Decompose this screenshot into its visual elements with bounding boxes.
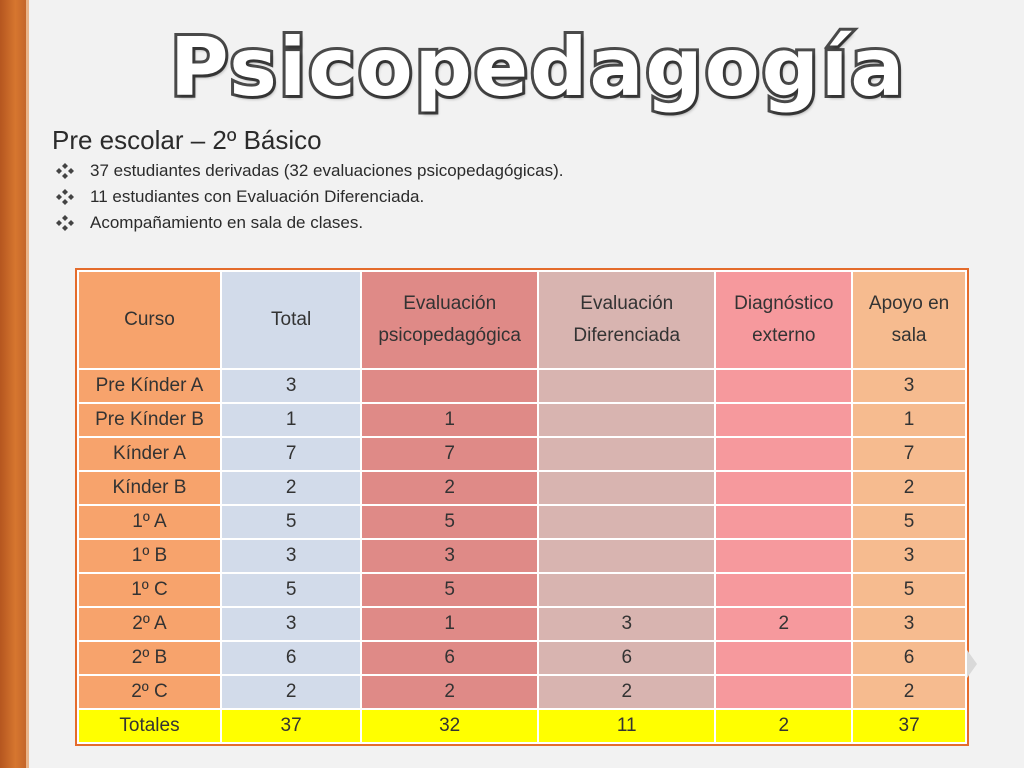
- cell-diag: 2: [715, 607, 852, 641]
- table-row: [78, 369, 966, 403]
- cell-eval: 7: [361, 437, 538, 471]
- cell-curso: 2º B: [78, 641, 221, 675]
- next-arrow-decoration: [967, 650, 977, 678]
- totals-apoyo: 37: [852, 709, 966, 743]
- cell-total: 2: [221, 471, 361, 505]
- slide-subtitle: Pre escolar – 2º Básico: [52, 125, 322, 155]
- bullet-item: [52, 210, 563, 236]
- header-diagnostico-externo: Diagnóstico externo: [715, 271, 852, 369]
- cell-eval: 5: [361, 505, 538, 539]
- bullet-text: 37 estudiantes derivadas (32 evaluaciones psicopedagógicas).: [90, 161, 564, 180]
- cell-dif: 3: [538, 607, 715, 641]
- cell-apoyo: 5: [852, 573, 966, 607]
- cell-total: 7: [221, 437, 361, 471]
- cell-eval: 6: [361, 641, 538, 675]
- cell-total: 3: [221, 369, 361, 403]
- cell-dif: 6: [538, 641, 715, 675]
- data-table: [77, 270, 967, 744]
- table-row: [78, 505, 966, 539]
- cell-apoyo: 2: [852, 471, 966, 505]
- diamond-bullet-icon: [52, 163, 78, 179]
- cell-dif: [538, 437, 715, 471]
- header-curso: Curso: [78, 271, 221, 369]
- header-apoyo-en-sala: Apoyo en sala: [852, 271, 966, 369]
- cell-diag: [715, 675, 852, 709]
- cell-diag: [715, 641, 852, 675]
- cell-eval: 3: [361, 539, 538, 573]
- cell-eval: 1: [361, 607, 538, 641]
- totals-dif: 11: [538, 709, 715, 743]
- cell-curso: Pre Kínder B: [78, 403, 221, 437]
- cell-diag: [715, 403, 852, 437]
- cell-apoyo: 3: [852, 369, 966, 403]
- bullet-item: [52, 184, 563, 210]
- totals-total: 37: [221, 709, 361, 743]
- diamond-bullet-icon: [52, 215, 78, 231]
- cell-total: 3: [221, 607, 361, 641]
- cell-curso: Kínder B: [78, 471, 221, 505]
- slide-title: Psicopedagogía: [170, 21, 907, 114]
- cell-dif: [538, 369, 715, 403]
- totals-label: Totales: [78, 709, 221, 743]
- cell-eval: 2: [361, 471, 538, 505]
- cell-dif: 2: [538, 675, 715, 709]
- cell-diag: [715, 437, 852, 471]
- cell-dif: [538, 539, 715, 573]
- cell-diag: [715, 471, 852, 505]
- left-accent-bar: [0, 0, 26, 768]
- cell-diag: [715, 539, 852, 573]
- cell-curso: Kínder A: [78, 437, 221, 471]
- cell-curso: Pre Kínder A: [78, 369, 221, 403]
- cell-total: 5: [221, 573, 361, 607]
- table-row: [78, 641, 966, 675]
- bullet-list: [52, 158, 563, 236]
- cell-apoyo: 2: [852, 675, 966, 709]
- cell-apoyo: 3: [852, 539, 966, 573]
- table-header-row: [78, 271, 966, 369]
- cell-diag: [715, 505, 852, 539]
- cell-total: 5: [221, 505, 361, 539]
- cell-total: 2: [221, 675, 361, 709]
- cell-dif: [538, 403, 715, 437]
- cell-total: 3: [221, 539, 361, 573]
- bullet-text: 11 estudiantes con Evaluación Diferenciada.: [90, 187, 425, 206]
- cell-apoyo: 5: [852, 505, 966, 539]
- table-row: [78, 607, 966, 641]
- left-accent-edge: [26, 0, 29, 768]
- table-row: [78, 471, 966, 505]
- cell-apoyo: 1: [852, 403, 966, 437]
- diamond-bullet-icon: [52, 189, 78, 205]
- cell-dif: [538, 471, 715, 505]
- table-row: [78, 403, 966, 437]
- cell-diag: [715, 573, 852, 607]
- cell-total: 1: [221, 403, 361, 437]
- cell-apoyo: 7: [852, 437, 966, 471]
- header-evaluacion-diferenciada: Evaluación Diferenciada: [538, 271, 715, 369]
- table-row: [78, 539, 966, 573]
- cell-apoyo: 3: [852, 607, 966, 641]
- cell-dif: [538, 573, 715, 607]
- cell-eval: [361, 369, 538, 403]
- header-total: Total: [221, 271, 361, 369]
- table-row: [78, 573, 966, 607]
- cell-eval: 2: [361, 675, 538, 709]
- cell-eval: 1: [361, 403, 538, 437]
- cell-diag: [715, 369, 852, 403]
- totals-row: [78, 709, 966, 743]
- table-row: [78, 437, 966, 471]
- cell-curso: 1º C: [78, 573, 221, 607]
- table-row: [78, 675, 966, 709]
- bullet-item: [52, 158, 563, 184]
- cell-curso: 1º A: [78, 505, 221, 539]
- cell-apoyo: 6: [852, 641, 966, 675]
- cell-total: 6: [221, 641, 361, 675]
- totals-eval: 32: [361, 709, 538, 743]
- header-evaluacion-psicopedagogica: Evaluación psicopedagógica: [361, 271, 538, 369]
- cell-eval: 5: [361, 573, 538, 607]
- cell-curso: 1º B: [78, 539, 221, 573]
- cell-dif: [538, 505, 715, 539]
- cell-curso: 2º C: [78, 675, 221, 709]
- cell-curso: 2º A: [78, 607, 221, 641]
- totals-diag: 2: [715, 709, 852, 743]
- bullet-text: Acompañamiento en sala de clases.: [90, 213, 364, 232]
